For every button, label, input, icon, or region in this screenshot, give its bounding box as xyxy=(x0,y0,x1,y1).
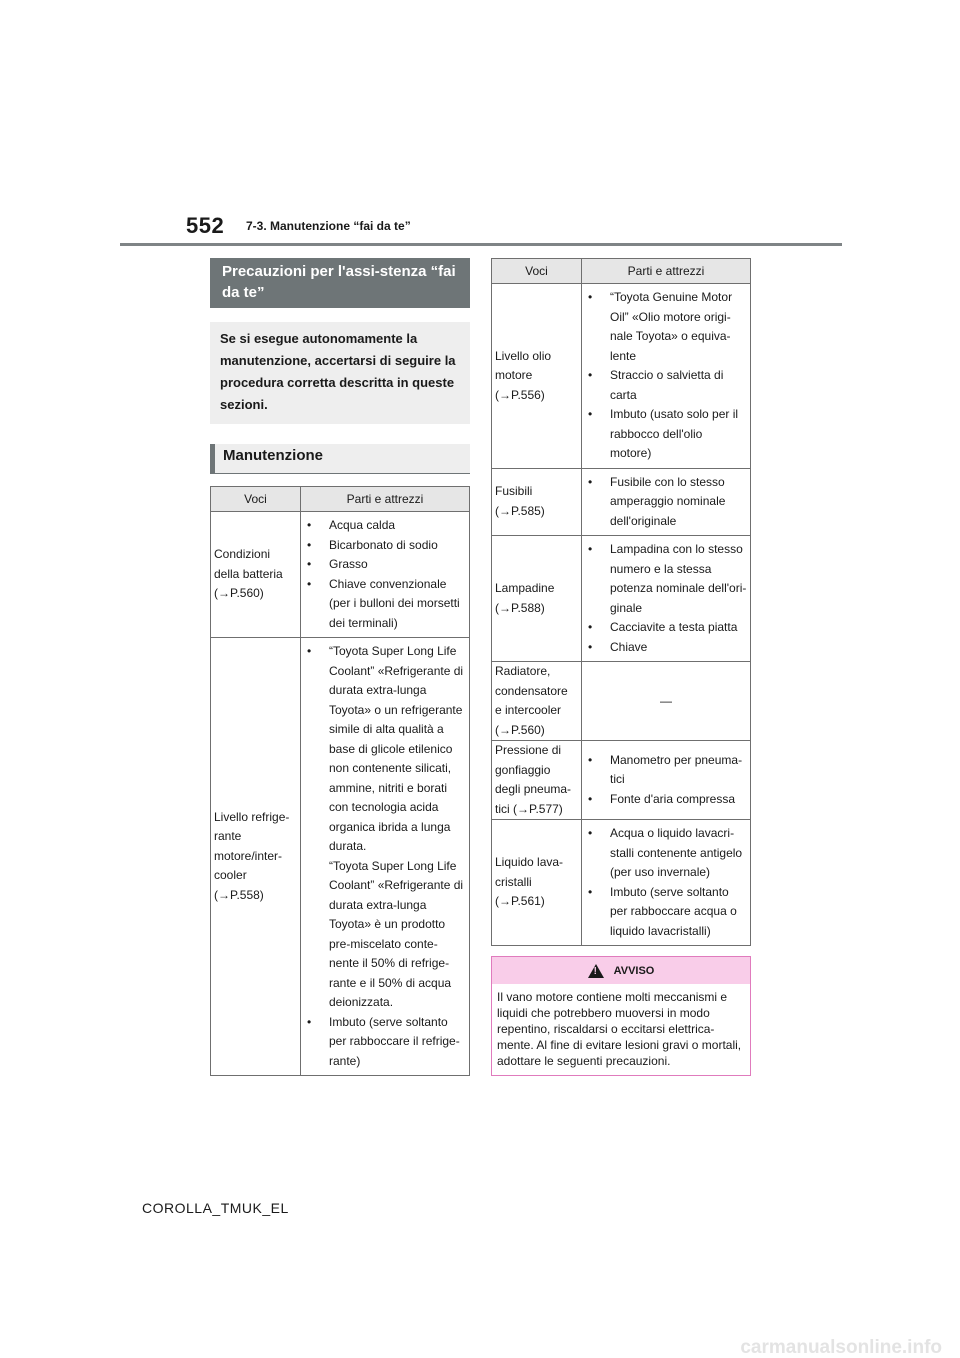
list-item-line: stalli contenente antigelo xyxy=(610,845,743,860)
table-row xyxy=(211,512,470,638)
voce-line: cristalli xyxy=(495,874,532,889)
table-row xyxy=(211,638,470,1076)
list-item xyxy=(588,883,747,942)
list-item-line: Coolant” «Refrigerante di xyxy=(329,663,464,678)
parts-cell xyxy=(582,284,751,469)
table-row xyxy=(492,536,751,662)
list-item xyxy=(588,540,747,618)
list-item-line: con tecnologia acida xyxy=(329,800,439,814)
voce-line: (→P.561) xyxy=(495,894,545,909)
list-item-line: Toyota» è un prodotto xyxy=(329,917,446,931)
voce-line: (→P.560) xyxy=(214,586,264,601)
list-item-line: liquido lavacristalli) xyxy=(610,923,711,938)
table-row xyxy=(492,468,751,536)
warning-triangle-icon: ! xyxy=(588,964,604,978)
header-parti: Parti e attrezzi xyxy=(582,259,751,284)
list-item-line: per rabboccare acqua o xyxy=(610,904,737,918)
parts-cell xyxy=(582,468,751,536)
warning-box xyxy=(491,956,751,1076)
list-item xyxy=(588,366,747,405)
warning-header xyxy=(492,957,750,984)
voce-cell xyxy=(492,741,582,820)
voce-text xyxy=(492,853,581,912)
list-item-line: amperaggio nominale xyxy=(610,494,726,508)
list-item-line: potenza nominale dell'ori- xyxy=(610,581,747,595)
voce-cell xyxy=(492,468,582,536)
voce-cell xyxy=(211,638,301,1076)
parts-cell xyxy=(582,662,751,741)
watermark-logo xyxy=(0,1336,960,1358)
list-item-line: “Toyota Super Long Life xyxy=(329,858,457,873)
voce-line: tici (→P.577) xyxy=(495,801,563,816)
voce-line: cooler xyxy=(214,868,247,883)
list-item-line: (per i bulloni dei morsetti xyxy=(329,596,460,610)
left-column xyxy=(210,258,470,1076)
list-item-line: • Bicarbonato di sodio xyxy=(329,537,438,552)
list-item-line: rante) xyxy=(329,1053,361,1068)
voce-text xyxy=(211,808,300,906)
list-item-line: (per uso invernale) xyxy=(610,865,711,879)
list-item xyxy=(307,516,466,536)
list-item xyxy=(307,1013,466,1072)
voce-text xyxy=(492,579,581,618)
voce-cell xyxy=(211,512,301,638)
list-item-line: rante e il 50% di acqua xyxy=(329,975,452,990)
list-item-line: deionizzata. xyxy=(329,995,394,1009)
list-item-line: durata extra-lunga xyxy=(329,683,427,697)
table-row xyxy=(492,820,751,946)
list-item-line: • Imbuto (usato solo per il xyxy=(610,407,739,421)
voce-line: (→P.556) xyxy=(495,387,545,402)
list-item xyxy=(588,288,747,366)
voce-text xyxy=(492,482,581,521)
list-item-line: rabbocco dell'olio motore) xyxy=(610,426,703,460)
voce-line: degli pneuma- xyxy=(495,782,572,796)
list-item-line: dell'originale xyxy=(610,513,677,528)
maintenance-table-left xyxy=(210,486,470,1076)
parts-cell xyxy=(582,820,751,946)
list-item-line: Toyota» o un refrigerante xyxy=(329,702,463,717)
list-item-line: Coolant” «Refrigerante di xyxy=(329,878,464,892)
parts-list xyxy=(582,747,750,814)
list-item xyxy=(588,618,747,638)
parts-list xyxy=(582,469,750,536)
voce-text xyxy=(211,545,300,604)
intro-text: Se si esegue autonomamente la manutenzione, accertarsi di seguire la procedura corretta descritta in queste sezioni. xyxy=(210,322,470,424)
list-item xyxy=(588,473,747,532)
maintenance-table-right xyxy=(491,258,751,946)
list-item-line: dei terminali) xyxy=(329,615,398,630)
list-item-line: • Imbuto (serve soltanto xyxy=(610,884,729,899)
list-item-line: numero e la stessa xyxy=(610,561,712,576)
parts-list xyxy=(582,284,750,468)
right-column xyxy=(491,258,751,1076)
list-item-line: • Manometro per pneuma- xyxy=(610,752,743,767)
voce-line: Pressione di xyxy=(495,743,562,757)
table-body xyxy=(492,284,751,946)
list-item-line: • “Toyota Genuine Motor xyxy=(610,290,733,304)
list-item-line: • Cacciavite a testa piatta xyxy=(610,620,738,634)
list-item-line: • Chiave xyxy=(610,639,648,654)
list-item-line: nale Toyota» o equiva- xyxy=(610,329,731,343)
voce-line: (→P.588) xyxy=(495,600,545,615)
list-item-line: • Fonte d'aria compressa xyxy=(610,791,736,806)
voce-line: motore xyxy=(495,368,533,382)
parts-cell xyxy=(301,638,470,1076)
voce-line: Livello refrige- xyxy=(214,809,290,824)
footer-code: COROLLA_TMUK_EL xyxy=(142,1200,289,1216)
voce-line: e intercooler xyxy=(495,703,562,717)
voce-line: condensatore xyxy=(495,683,568,698)
parts-list xyxy=(301,638,469,1075)
list-item-line: • Chiave convenzionale xyxy=(329,576,447,591)
section-title: 7-3. Manutenzione “fai da te” xyxy=(246,219,411,233)
header-voci: Voci xyxy=(211,487,301,512)
list-item-line: non contenente silicati, xyxy=(329,761,452,775)
list-item-line: • “Toyota Super Long Life xyxy=(329,644,457,658)
list-item xyxy=(307,536,466,556)
list-item-line: • Lampadina con lo stesso xyxy=(610,542,743,556)
voce-line: Liquido lava- xyxy=(495,855,564,870)
dash-placeholder: — xyxy=(660,694,672,708)
parts-list xyxy=(582,536,750,661)
header-voci: Voci xyxy=(492,259,582,284)
table-row xyxy=(492,662,751,741)
list-item-line: • Fusibile con lo stesso xyxy=(610,474,725,489)
list-item-line: Oil” «Olio motore origi- xyxy=(610,309,731,324)
list-item-line: base di glicole etilenico xyxy=(329,741,453,756)
parts-list xyxy=(301,512,469,637)
list-item xyxy=(588,405,747,464)
list-item xyxy=(307,642,466,1013)
voce-line: (→P.560) xyxy=(495,722,545,737)
voce-cell xyxy=(492,536,582,662)
list-item-line: pre-miscelato conte- xyxy=(329,936,438,951)
watermark-text: carmanualsonline.info xyxy=(740,1337,942,1358)
table-header-row xyxy=(211,487,470,512)
page-number: 552 xyxy=(186,213,225,238)
voce-line: (→P.558) xyxy=(214,887,264,902)
list-item-line: ammine, nitriti e borati xyxy=(329,780,448,795)
voce-line: rante xyxy=(214,829,242,844)
list-item xyxy=(588,824,747,883)
list-item xyxy=(307,555,466,575)
table-body xyxy=(211,512,470,1076)
list-item-line: ginale xyxy=(610,600,643,615)
voce-line: Livello olio xyxy=(495,348,552,363)
list-item xyxy=(588,638,747,658)
voce-line: Radiatore, xyxy=(495,664,551,678)
warning-title: AVVISO xyxy=(613,964,655,977)
voce-line: motore/inter- xyxy=(214,848,283,863)
maintenance-heading: Manutenzione xyxy=(210,444,470,474)
list-item-line: • Imbuto (serve soltanto xyxy=(329,1014,448,1029)
voce-text xyxy=(492,662,581,740)
list-item-line: tici xyxy=(610,772,625,787)
list-item xyxy=(588,751,747,790)
voce-line: Condizioni xyxy=(214,547,271,562)
precautions-title: Precauzioni per l'assi-stenza “fai da te” xyxy=(210,258,470,308)
table-header-row xyxy=(492,259,751,284)
list-item-line: nente il 50% di refrige- xyxy=(329,956,450,970)
voce-cell xyxy=(492,820,582,946)
voce-text xyxy=(492,347,581,406)
list-item-line: • Acqua o liquido lavacri- xyxy=(610,826,735,840)
voce-line: Fusibili xyxy=(495,484,533,499)
header-rule xyxy=(120,243,842,246)
voce-text xyxy=(492,741,581,819)
voce-cell xyxy=(492,662,582,741)
list-item-line: • Straccio o salvietta di xyxy=(610,368,724,382)
list-item-line: per rabboccare il refrige- xyxy=(329,1034,460,1048)
voce-cell xyxy=(492,284,582,469)
list-item xyxy=(307,575,466,634)
list-item-line: • Acqua calda xyxy=(329,518,396,532)
voce-line: (→P.585) xyxy=(495,503,545,518)
voce-line: gonfiaggio xyxy=(495,762,551,777)
header-parti: Parti e attrezzi xyxy=(301,487,470,512)
list-item-line: lente xyxy=(610,348,637,363)
parts-cell xyxy=(301,512,470,638)
voce-line: della batteria xyxy=(214,566,283,581)
table-row xyxy=(492,741,751,820)
voce-line: Lampadine xyxy=(495,581,555,595)
parts-list xyxy=(582,820,750,945)
table-row xyxy=(492,284,751,469)
warning-text: Il vano motore contiene molti meccanismi e liquidi che potrebbero muoversi in modo repentino, riscaldarsi o eccitarsi elettrica-mente. Al fine di evitare lesioni gravi o mortali, adottare le seguenti precauzioni. xyxy=(497,990,742,1068)
list-item-line: simile di alta qualità a xyxy=(329,722,444,736)
list-item-line: organica ibrida a lunga xyxy=(329,819,451,834)
parts-cell xyxy=(582,536,751,662)
list-item-line: carta xyxy=(610,387,637,402)
list-item xyxy=(588,790,747,810)
list-item-line: durata. xyxy=(329,839,367,853)
list-item-line: • Grasso xyxy=(329,557,368,571)
list-item-line: durata extra-lunga xyxy=(329,897,427,912)
parts-cell xyxy=(582,741,751,820)
